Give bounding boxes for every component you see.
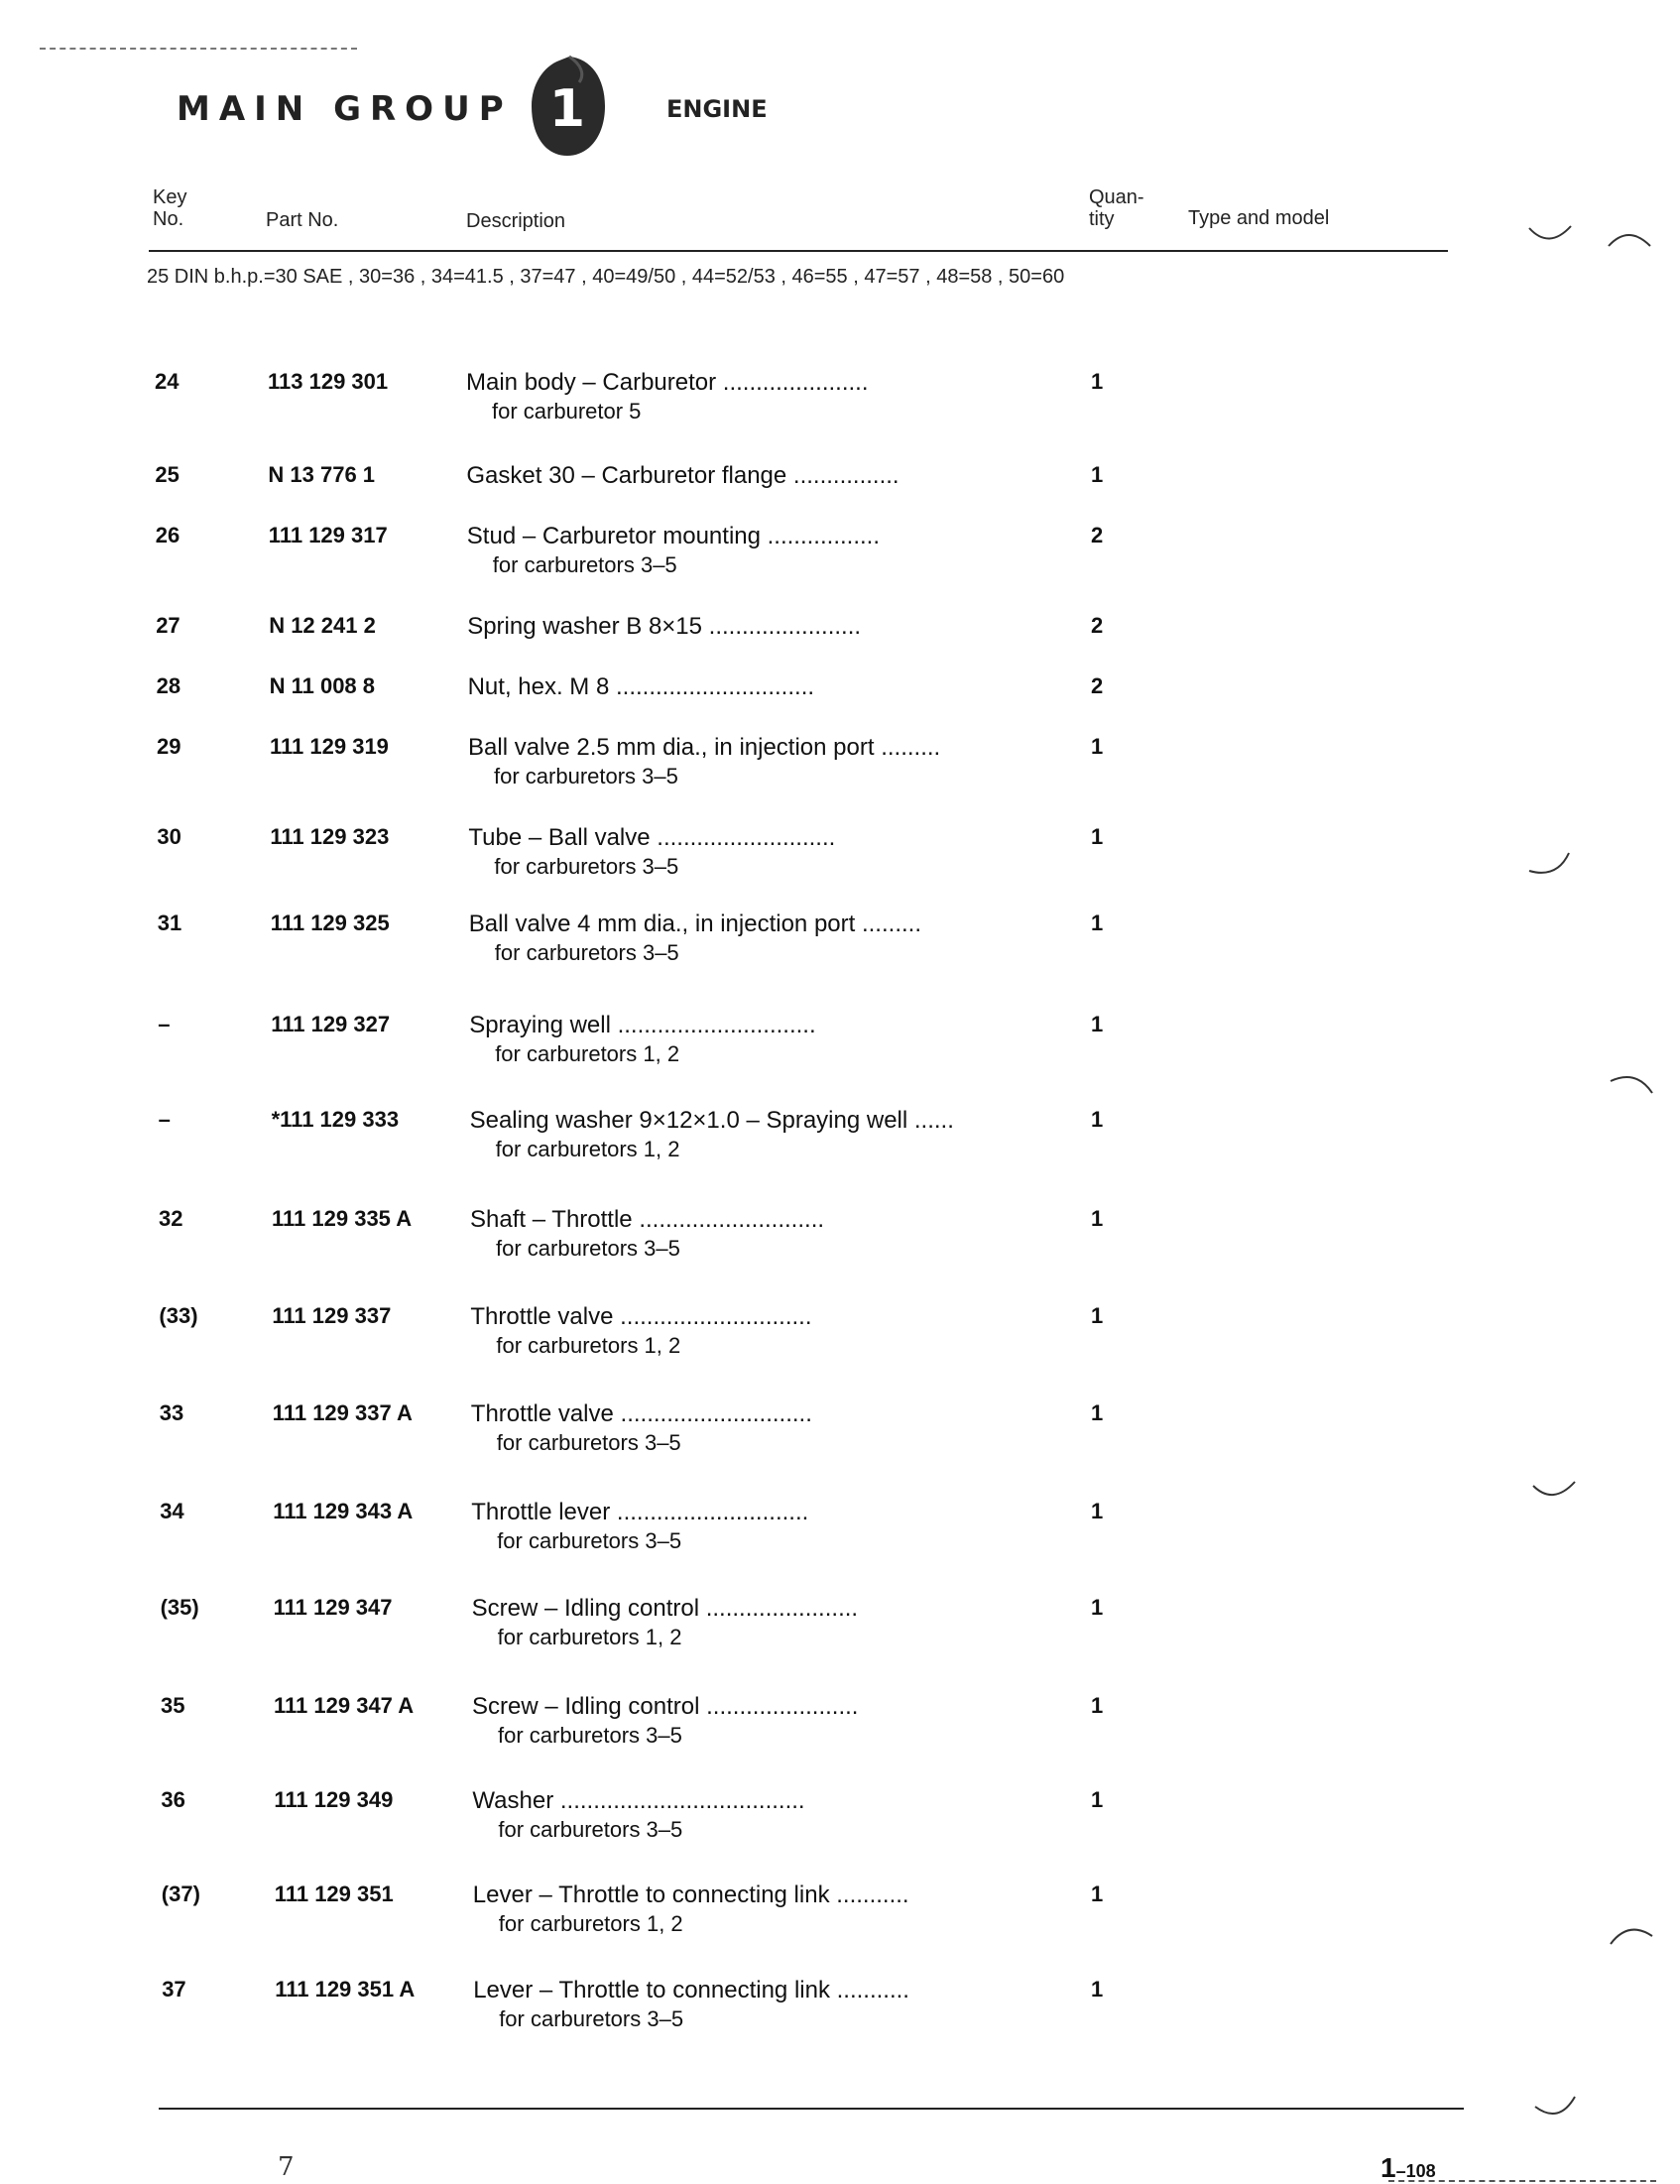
parts-row: [0, 1787, 1680, 1857]
group-number: 1: [548, 79, 586, 139]
part-quantity: 1: [1091, 462, 1104, 487]
parts-row: [0, 613, 1680, 682]
part-description: Nut, hex. M 8 ..............................: [467, 673, 815, 700]
part-number: N 12 241 2: [269, 613, 376, 638]
column-header-type-model: Type and model: [1188, 207, 1330, 229]
part-applicability-note: for carburetors 1, 2: [495, 1041, 680, 1066]
part-number: 111 129 319: [270, 734, 389, 759]
part-description: Lever – Throttle to connecting link ...........: [472, 1881, 909, 1908]
part-quantity: 2: [1091, 613, 1104, 638]
key-number: 31: [157, 910, 182, 935]
part-quantity: 2: [1091, 523, 1104, 547]
part-description: Ball valve 4 mm dia., in injection port .........: [468, 910, 921, 937]
part-quantity: 1: [1091, 1400, 1104, 1425]
binder-arc-mark: [1607, 224, 1652, 250]
hp-equivalence-line: 25 DIN b.h.p.=30 SAE , 30=36 , 34=41.5 , 37=47 , 40=49/50 , 44=52/53 , 46=55 , 47=57 , 48=58 , 50=60: [147, 266, 1065, 288]
part-description: Ball valve 2.5 mm dia., in injection port .........: [468, 734, 941, 761]
part-applicability-note: for carburetors 3–5: [496, 1236, 680, 1261]
key-number: 27: [156, 613, 180, 638]
part-quantity: 1: [1091, 1303, 1104, 1328]
key-number: 32: [159, 1206, 183, 1231]
parts-row: [0, 910, 1680, 980]
part-applicability-note: for carburetors 3–5: [498, 1723, 682, 1748]
parts-row: [0, 1977, 1680, 2046]
part-quantity: 1: [1091, 1977, 1104, 2002]
part-description: Sealing washer 9×12×1.0 – Spraying well ......: [469, 1107, 954, 1134]
part-applicability-note: for carburetors 3–5: [492, 552, 677, 577]
page-number-main: 1: [1380, 2152, 1396, 2183]
part-applicability-note: for carburetor 5: [492, 399, 642, 424]
part-number: 111 129 347: [273, 1595, 393, 1620]
main-group-label: MAIN GROUP: [177, 89, 513, 129]
page-number-rule: [1388, 2180, 1656, 2182]
part-quantity: 1: [1091, 1595, 1104, 1620]
top-dashed-rule: [40, 48, 357, 50]
group-number-badge: [530, 55, 607, 158]
key-number: –: [158, 1107, 171, 1132]
binder-arc-mark: [1533, 2095, 1579, 2121]
header-rule: [149, 250, 1448, 252]
key-number: 25: [155, 462, 180, 487]
footer-rule: [159, 2108, 1464, 2110]
key-number: (35): [160, 1595, 199, 1620]
part-number: 111 129 351: [274, 1881, 394, 1906]
part-quantity: 1: [1091, 1787, 1104, 1812]
key-number: 34: [160, 1499, 184, 1523]
part-quantity: 1: [1091, 824, 1104, 849]
binder-arc-mark: [1609, 1920, 1654, 1946]
part-number: 113 129 301: [268, 369, 389, 394]
part-number: 111 129 325: [270, 910, 390, 935]
parts-row: [0, 1881, 1680, 1951]
part-description: Screw – Idling control .......................: [471, 1595, 859, 1622]
part-quantity: 1: [1091, 1881, 1104, 1906]
part-applicability-note: for carburetors 1, 2: [495, 1137, 680, 1161]
binder-arc-mark: [1527, 224, 1573, 250]
part-quantity: 1: [1091, 1012, 1104, 1036]
part-number: 111 129 347 A: [274, 1693, 415, 1718]
parts-row: [0, 1400, 1680, 1470]
part-description: Throttle valve .............................: [470, 1400, 812, 1427]
parts-row: [0, 1303, 1680, 1373]
key-number: 35: [161, 1693, 185, 1718]
part-number: 111 129 349: [274, 1787, 394, 1812]
parts-row: [0, 1499, 1680, 1568]
part-quantity: 1: [1091, 1107, 1104, 1132]
part-description: Stud – Carburetor mounting .................: [466, 523, 880, 549]
part-number: 111 129 317: [268, 523, 388, 547]
part-applicability-note: for carburetors 3–5: [496, 1430, 681, 1455]
parts-row: [0, 1012, 1680, 1081]
part-number: *111 129 333: [271, 1107, 400, 1132]
part-description: Throttle lever .............................: [471, 1499, 809, 1525]
key-number: (37): [161, 1881, 200, 1906]
part-number: 111 129 337: [272, 1303, 392, 1328]
key-number: 28: [156, 673, 181, 698]
key-number: 36: [161, 1787, 185, 1812]
key-number: 24: [155, 369, 180, 394]
parts-row: [0, 1693, 1680, 1762]
key-number: 37: [162, 1977, 186, 2002]
parts-row: [0, 523, 1680, 592]
part-quantity: 1: [1091, 369, 1104, 394]
column-header-quantity: Quan-tity: [1089, 186, 1144, 230]
part-number: N 11 008 8: [269, 673, 376, 698]
part-applicability-note: for carburetors 3–5: [497, 1528, 682, 1553]
part-applicability-note: for carburetors 1, 2: [498, 1911, 683, 1936]
part-number: 111 129 337 A: [272, 1400, 413, 1425]
part-number: 111 129 327: [271, 1012, 391, 1036]
part-number: 111 129 323: [270, 824, 390, 849]
part-quantity: 1: [1091, 910, 1104, 935]
part-quantity: 2: [1091, 673, 1104, 698]
part-description: Lever – Throttle to connecting link ...........: [473, 1977, 909, 2003]
parts-row: [0, 673, 1680, 743]
part-quantity: 1: [1091, 1206, 1104, 1231]
part-number: N 13 776 1: [268, 462, 376, 487]
column-header-description: Description: [466, 210, 566, 232]
key-number: (33): [159, 1303, 198, 1328]
binder-arc-mark: [1531, 1478, 1577, 1504]
part-quantity: 1: [1091, 1693, 1104, 1718]
parts-row: [0, 824, 1680, 894]
parts-row: [0, 369, 1680, 438]
part-description: Gasket 30 – Carburetor flange ................: [466, 462, 900, 489]
part-number: 111 129 343 A: [273, 1499, 414, 1523]
binder-arc-mark: [1527, 851, 1573, 877]
key-number: –: [158, 1012, 171, 1036]
part-applicability-note: for carburetors 3–5: [494, 854, 679, 879]
part-applicability-note: for carburetors 1, 2: [497, 1625, 682, 1649]
part-applicability-note: for carburetors 1, 2: [496, 1333, 681, 1358]
part-number: 111 129 335 A: [272, 1206, 413, 1231]
part-quantity: 1: [1091, 1499, 1104, 1523]
part-description: Spraying well ..............................: [469, 1012, 816, 1038]
parts-row: [0, 1595, 1680, 1664]
part-description: Tube – Ball valve ...........................: [468, 824, 836, 851]
parts-row: [0, 1206, 1680, 1275]
key-number: 29: [157, 734, 181, 759]
parts-row: [0, 462, 1680, 532]
page-number-sub: –108: [1395, 2161, 1436, 2181]
part-quantity: 1: [1091, 734, 1104, 759]
footer-mark: 7: [278, 2152, 295, 2182]
part-applicability-note: for carburetors 3–5: [494, 764, 678, 789]
binder-arc-mark: [1609, 1069, 1654, 1095]
part-description: Screw – Idling control .......................: [472, 1693, 859, 1720]
part-applicability-note: for carburetors 3–5: [498, 1817, 683, 1842]
part-applicability-note: for carburetors 3–5: [494, 940, 679, 965]
parts-row: [0, 734, 1680, 803]
parts-row: [0, 1107, 1680, 1176]
part-applicability-note: for carburetors 3–5: [499, 2006, 684, 2031]
key-number: 30: [157, 824, 181, 849]
part-description: Shaft – Throttle ............................: [470, 1206, 825, 1233]
key-number: 33: [159, 1400, 184, 1425]
column-header-part: Part No.: [266, 209, 339, 231]
part-description: Spring washer B 8×15 .......................: [467, 613, 862, 640]
key-number: 26: [155, 523, 180, 547]
part-description: Throttle valve .............................: [470, 1303, 812, 1330]
column-header-key: Key No.: [153, 186, 187, 230]
group-title: ENGINE: [666, 95, 768, 123]
group-badge-icon: [530, 55, 607, 158]
part-description: Main body – Carburetor ......................: [466, 369, 869, 396]
part-description: Washer .....................................: [472, 1787, 805, 1814]
part-number: 111 129 351 A: [275, 1977, 416, 2002]
